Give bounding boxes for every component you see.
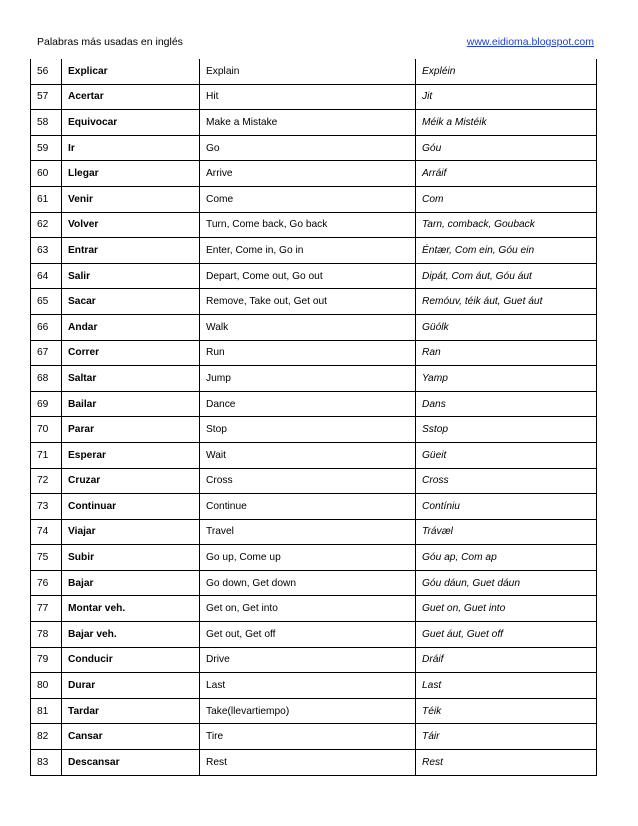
- english-translation: Rest: [200, 750, 416, 776]
- table-row: [31, 417, 597, 443]
- pronunciation: Arráif: [416, 161, 597, 187]
- spanish-word: Descansar: [62, 750, 200, 776]
- row-number: 81: [31, 698, 62, 724]
- row-number: 67: [31, 340, 62, 366]
- spanish-word: Bailar: [62, 391, 200, 417]
- row-number: 75: [31, 545, 62, 571]
- table-row: [31, 698, 597, 724]
- vocabulary-rows: [31, 59, 597, 775]
- row-number: 78: [31, 622, 62, 648]
- row-number: 61: [31, 186, 62, 212]
- table-row: [31, 596, 597, 622]
- pronunciation: Dans: [416, 391, 597, 417]
- pronunciation: Jit: [416, 84, 597, 110]
- table-row: [31, 314, 597, 340]
- english-translation: Drive: [200, 647, 416, 673]
- english-translation: Take(llevartiempo): [200, 698, 416, 724]
- table-row: [31, 622, 597, 648]
- english-translation: Dance: [200, 391, 416, 417]
- row-number: 59: [31, 135, 62, 161]
- table-row: [31, 673, 597, 699]
- row-number: 63: [31, 238, 62, 264]
- pronunciation: Com: [416, 186, 597, 212]
- row-number: 73: [31, 494, 62, 520]
- english-translation: Last: [200, 673, 416, 699]
- table-row: [31, 186, 597, 212]
- row-number: 56: [31, 59, 62, 84]
- pronunciation: Méik a Mistéik: [416, 110, 597, 136]
- pronunciation: Trávæl: [416, 519, 597, 545]
- pronunciation: Dipát, Com áut, Góu áut: [416, 263, 597, 289]
- pronunciation: Góu dáun, Guet dáun: [416, 570, 597, 596]
- table-row: [31, 289, 597, 315]
- pronunciation: Tarn, comback, Gouback: [416, 212, 597, 238]
- table-row: [31, 340, 597, 366]
- english-translation: Go: [200, 135, 416, 161]
- row-number: 60: [31, 161, 62, 187]
- english-translation: Enter, Come in, Go in: [200, 238, 416, 264]
- spanish-word: Montar veh.: [62, 596, 200, 622]
- table-row: [31, 84, 597, 110]
- english-translation: Jump: [200, 366, 416, 392]
- table-row: [31, 647, 597, 673]
- pronunciation: Last: [416, 673, 597, 699]
- spanish-word: Cruzar: [62, 468, 200, 494]
- row-number: 65: [31, 289, 62, 315]
- spanish-word: Durar: [62, 673, 200, 699]
- english-translation: Cross: [200, 468, 416, 494]
- page-header: [37, 36, 594, 52]
- pronunciation: Téik: [416, 698, 597, 724]
- english-translation: Arrive: [200, 161, 416, 187]
- row-number: 62: [31, 212, 62, 238]
- table-row: [31, 750, 597, 776]
- table-row: [31, 110, 597, 136]
- table-row: [31, 442, 597, 468]
- pronunciation: Dráif: [416, 647, 597, 673]
- english-translation: Explain: [200, 59, 416, 84]
- row-number: 64: [31, 263, 62, 289]
- row-number: 72: [31, 468, 62, 494]
- english-translation: Walk: [200, 314, 416, 340]
- spanish-word: Viajar: [62, 519, 200, 545]
- english-translation: Run: [200, 340, 416, 366]
- pronunciation: Remóuv, téik áut, Guet áut: [416, 289, 597, 315]
- spanish-word: Saltar: [62, 366, 200, 392]
- pronunciation: Ran: [416, 340, 597, 366]
- table-row: [31, 724, 597, 750]
- row-number: 68: [31, 366, 62, 392]
- table-row: [31, 59, 597, 84]
- spanish-word: Correr: [62, 340, 200, 366]
- english-translation: Tire: [200, 724, 416, 750]
- row-number: 79: [31, 647, 62, 673]
- row-number: 80: [31, 673, 62, 699]
- table-row: [31, 135, 597, 161]
- row-number: 69: [31, 391, 62, 417]
- spanish-word: Entrar: [62, 238, 200, 264]
- spanish-word: Continuar: [62, 494, 200, 520]
- english-translation: Get on, Get into: [200, 596, 416, 622]
- spanish-word: Ir: [62, 135, 200, 161]
- spanish-word: Subir: [62, 545, 200, 571]
- english-translation: Get out, Get off: [200, 622, 416, 648]
- pronunciation: Góu ap, Com ap: [416, 545, 597, 571]
- row-number: 76: [31, 570, 62, 596]
- table-row: [31, 570, 597, 596]
- spanish-word: Bajar: [62, 570, 200, 596]
- row-number: 77: [31, 596, 62, 622]
- spanish-word: Equivocar: [62, 110, 200, 136]
- pronunciation: Sstop: [416, 417, 597, 443]
- pronunciation: Guet áut, Guet off: [416, 622, 597, 648]
- english-translation: Continue: [200, 494, 416, 520]
- row-number: 74: [31, 519, 62, 545]
- english-translation: Travel: [200, 519, 416, 545]
- row-number: 57: [31, 84, 62, 110]
- english-translation: Depart, Come out, Go out: [200, 263, 416, 289]
- spanish-word: Esperar: [62, 442, 200, 468]
- table-row: [31, 519, 597, 545]
- table-row: [31, 161, 597, 187]
- spanish-word: Andar: [62, 314, 200, 340]
- english-translation: Hit: [200, 84, 416, 110]
- english-translation: Come: [200, 186, 416, 212]
- english-translation: Stop: [200, 417, 416, 443]
- spanish-word: Salir: [62, 263, 200, 289]
- spanish-word: Conducir: [62, 647, 200, 673]
- english-translation: Turn, Come back, Go back: [200, 212, 416, 238]
- vocabulary-table: [30, 59, 597, 776]
- pronunciation: Cross: [416, 468, 597, 494]
- table-row: [31, 263, 597, 289]
- spanish-word: Parar: [62, 417, 200, 443]
- table-row: [31, 468, 597, 494]
- table-row: [31, 391, 597, 417]
- spanish-word: Explicar: [62, 59, 200, 84]
- english-translation: Make a Mistake: [200, 110, 416, 136]
- page-title: Palabras más usadas en inglés: [37, 36, 183, 48]
- row-number: 70: [31, 417, 62, 443]
- row-number: 58: [31, 110, 62, 136]
- spanish-word: Volver: [62, 212, 200, 238]
- table-row: [31, 545, 597, 571]
- table-row: [31, 494, 597, 520]
- spanish-word: Bajar veh.: [62, 622, 200, 648]
- table-row: [31, 238, 597, 264]
- row-number: 83: [31, 750, 62, 776]
- site-link[interactable]: www.eidioma.blogspot.com: [466, 36, 594, 48]
- row-number: 82: [31, 724, 62, 750]
- spanish-word: Tardar: [62, 698, 200, 724]
- spanish-word: Sacar: [62, 289, 200, 315]
- pronunciation: Güeit: [416, 442, 597, 468]
- pronunciation: Güólk: [416, 314, 597, 340]
- row-number: 71: [31, 442, 62, 468]
- pronunciation: Táir: [416, 724, 597, 750]
- spanish-word: Llegar: [62, 161, 200, 187]
- english-translation: Remove, Take out, Get out: [200, 289, 416, 315]
- english-translation: Wait: [200, 442, 416, 468]
- spanish-word: Cansar: [62, 724, 200, 750]
- pronunciation: Góu: [416, 135, 597, 161]
- pronunciation: Éntær, Com ein, Góu ein: [416, 238, 597, 264]
- pronunciation: Contíniu: [416, 494, 597, 520]
- english-translation: Go down, Get down: [200, 570, 416, 596]
- pronunciation: Rest: [416, 750, 597, 776]
- spanish-word: Acertar: [62, 84, 200, 110]
- pronunciation: Expléin: [416, 59, 597, 84]
- english-translation: Go up, Come up: [200, 545, 416, 571]
- row-number: 66: [31, 314, 62, 340]
- pronunciation: Yamp: [416, 366, 597, 392]
- table-row: [31, 212, 597, 238]
- spanish-word: Venir: [62, 186, 200, 212]
- table-row: [31, 366, 597, 392]
- pronunciation: Guet on, Guet into: [416, 596, 597, 622]
